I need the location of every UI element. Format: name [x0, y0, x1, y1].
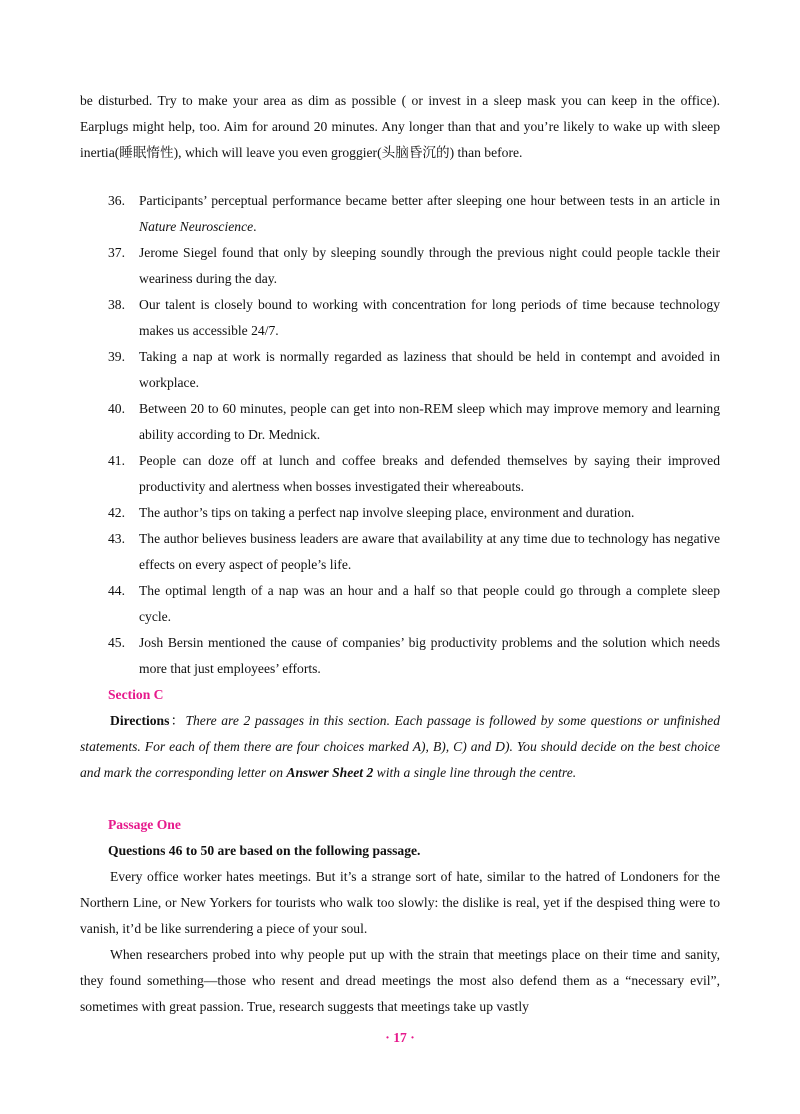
passage-paragraph: Every office worker hates meetings. But it’s a strange sort of hate, similar to the hatred of Londoners for the Northern Line, or New Yorkers for tourists who walk too slowly: the dislike is real, yet if the despised thing were to vanish, it’d be like surrendering a piece of your soul. — [80, 869, 720, 936]
directions-label: Directions — [110, 713, 170, 728]
statement-number: 44. — [108, 583, 125, 598]
page-number: · 17 · — [385, 1030, 415, 1045]
statement-text: People can doze off at lunch and coffee breaks and defended themselves by saying their improved productivity and alertness when bosses investigated their whereabouts. — [139, 453, 720, 494]
statement-text: The author believes business leaders are aware that availability at any time due to technology has negative effects on every aspect of people’s life. — [139, 531, 720, 572]
statement-number: 40. — [108, 401, 125, 416]
directions-paragraph: Directions：There are 2 passages in this section. Each passage is followed by some questions or unfinished statements. For each of them there are four choices marked A), B), C) and D). You should decide on the best choice and mark the corresponding letter on Answer Sheet 2 with a single line through the centre. — [80, 713, 720, 780]
passage-paragraph: When researchers probed into why people put up with the strain that meetings place on their time and sanity, they found something—those who resent and dread meetings the most also defend them as a “necessary evil”, sometimes with great passion. True, research suggests that meetings take up vastly — [80, 947, 720, 1014]
passage-title: Passage One — [108, 817, 181, 832]
statement-text: The author’s tips on taking a perfect nap involve sleeping place, environment and duration. — [139, 505, 635, 520]
statement-number: 45. — [108, 635, 125, 650]
statement-text: Our talent is closely bound to working with concentration for long periods of time because technology makes us accessible 24/7. — [139, 297, 720, 338]
statement-item — [108, 240, 720, 292]
statement-number: 37. — [108, 245, 125, 260]
answer-sheet-label: Answer Sheet 2 — [286, 765, 374, 780]
statement-item — [108, 578, 720, 630]
statement-number: 42. — [108, 505, 125, 520]
statement-item — [108, 344, 720, 396]
questions-heading: Questions 46 to 50 are based on the following passage. — [108, 843, 421, 858]
statement-item — [108, 448, 720, 500]
statement-item — [108, 188, 720, 240]
statement-text: Josh Bersin mentioned the cause of companies’ big productivity problems and the solution which needs more that just employees’ efforts. — [139, 635, 720, 676]
statement-item — [108, 500, 720, 526]
statement-text: Jerome Siegel found that only by sleeping soundly through the previous night could people tackle their weariness during the day. — [139, 245, 720, 286]
statement-item — [108, 292, 720, 344]
statement-number: 38. — [108, 297, 125, 312]
intro-paragraph: be disturbed. Try to make your area as dim as possible ( or invest in a sleep mask you can keep in the office). Earplugs might help, too. Aim for around 20 minutes. Any longer than that and you’re likely to wake up with sleep inertia(睡眠惰性), which will leave you even groggier(头脑昏沉的) than before. — [80, 93, 720, 160]
section-title: Section C — [108, 687, 164, 702]
statement-number: 43. — [108, 531, 125, 546]
statement-item — [108, 526, 720, 578]
statement-text: Between 20 to 60 minutes, people can get into non-REM sleep which may improve memory and learning ability according to Dr. Mednick. — [139, 401, 720, 442]
statement-number: 39. — [108, 349, 125, 364]
statement-number: 41. — [108, 453, 125, 468]
statement-text: Taking a nap at work is normally regarded as laziness that should be held in contempt and avoided in workplace. — [139, 349, 720, 390]
statement-item — [108, 396, 720, 448]
statement-item — [108, 630, 720, 682]
statement-text: Participants’ perceptual performance became better after sleeping one hour between tests in an article in Nature Neuroscience. — [139, 193, 720, 234]
statement-text: The optimal length of a nap was an hour and a half so that people could go through a complete sleep cycle. — [139, 583, 720, 624]
statement-number: 36. — [108, 193, 125, 208]
